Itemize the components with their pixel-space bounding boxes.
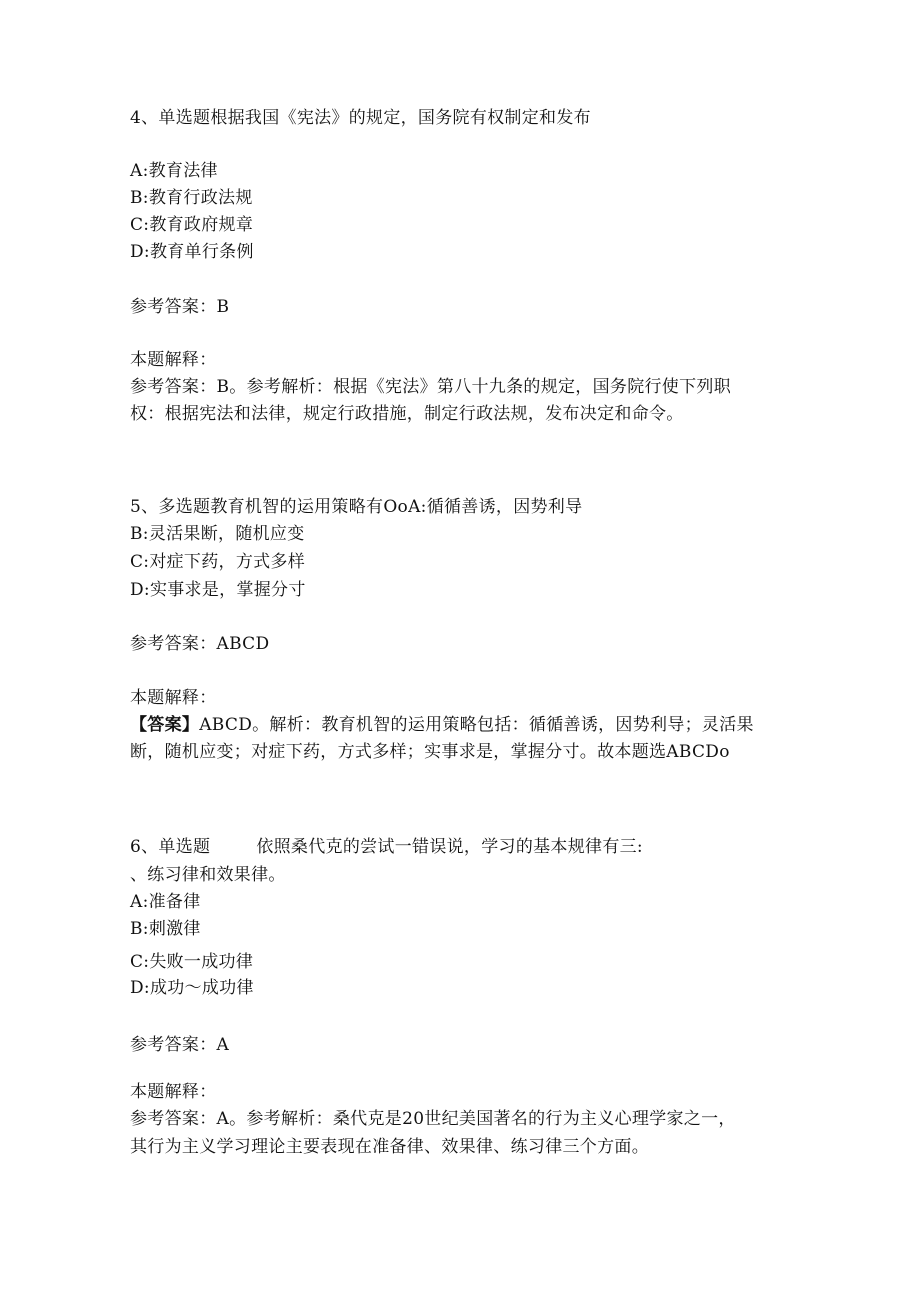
q5-explain-line-1-text: ABCD。解析：教育机智的运用策略包括：循循善诱，因势利导；灵活果 (199, 715, 754, 735)
q5-explain-label: 本题解释： (130, 688, 217, 708)
q6-answer: 参考答案：A (130, 1035, 230, 1055)
q5-explain-line-1 (130, 714, 754, 736)
q4-explain-label: 本题解释： (130, 350, 217, 370)
q4-explain-line-2: 权：根据宪法和法律，规定行政措施，制定行政法规，发布决定和命令。 (130, 404, 684, 424)
q5-answer: 参考答案：ABCD (130, 634, 270, 654)
q6-option-a: A:准备律 (130, 892, 201, 912)
q5-option-b: B:灵活果断，随机应变 (130, 524, 305, 544)
q6-stem-tail: 依照桑代克的尝试一错误说，学习的基本规律有三: (256, 837, 643, 857)
q4-option-b: B:教育行政法规 (130, 188, 253, 208)
q6-explain-line-1: 参考答案：A。参考解析：桑代克是20世纪美国著名的行为主义心理学家之一， (130, 1109, 736, 1129)
q6-option-c: C:失败一成功律 (130, 952, 254, 972)
q5-option-d: D:实事求是，掌握分寸 (130, 580, 306, 600)
q5-option-c: C:对症下药，方式多样 (130, 552, 306, 572)
q6-explain-label: 本题解释： (130, 1082, 217, 1102)
q4-stem: 4、单选题根据我国《宪法》的规定，国务院有权制定和发布 (130, 108, 591, 128)
q5-stem: 5、多选题教育机智的运用策略有OoA:循循善诱，因势利导 (130, 497, 583, 517)
answer-bracket-label: 【答案】 (130, 715, 200, 735)
q6-option-b: B:刺激律 (130, 919, 201, 939)
q6-option-d: D:成功～成功律 (130, 978, 254, 998)
q6-stem-continued: 、练习律和效果律。 (130, 865, 286, 885)
q4-option-d: D:教育单行条例 (130, 242, 254, 262)
q6-explain-line-2: 其行为主义学习理论主要表现在准备律、效果律、练习律三个方面。 (130, 1137, 649, 1157)
q5-explain-line-2: 断，随机应变；对症下药，方式多样；实事求是，掌握分寸。故本题选ABCDo (130, 742, 730, 762)
q4-answer: 参考答案：B (130, 297, 230, 317)
q6-stem (130, 836, 643, 858)
q4-option-a: A:教育法律 (130, 161, 218, 181)
q6-stem-head: 6、单选题 (130, 837, 211, 857)
q4-option-c: C:教育政府规章 (130, 215, 254, 235)
q4-explain-line-1: 参考答案：B。参考解析：根据《宪法》第八十九条的规定，国务院行使下列职 (130, 377, 731, 397)
